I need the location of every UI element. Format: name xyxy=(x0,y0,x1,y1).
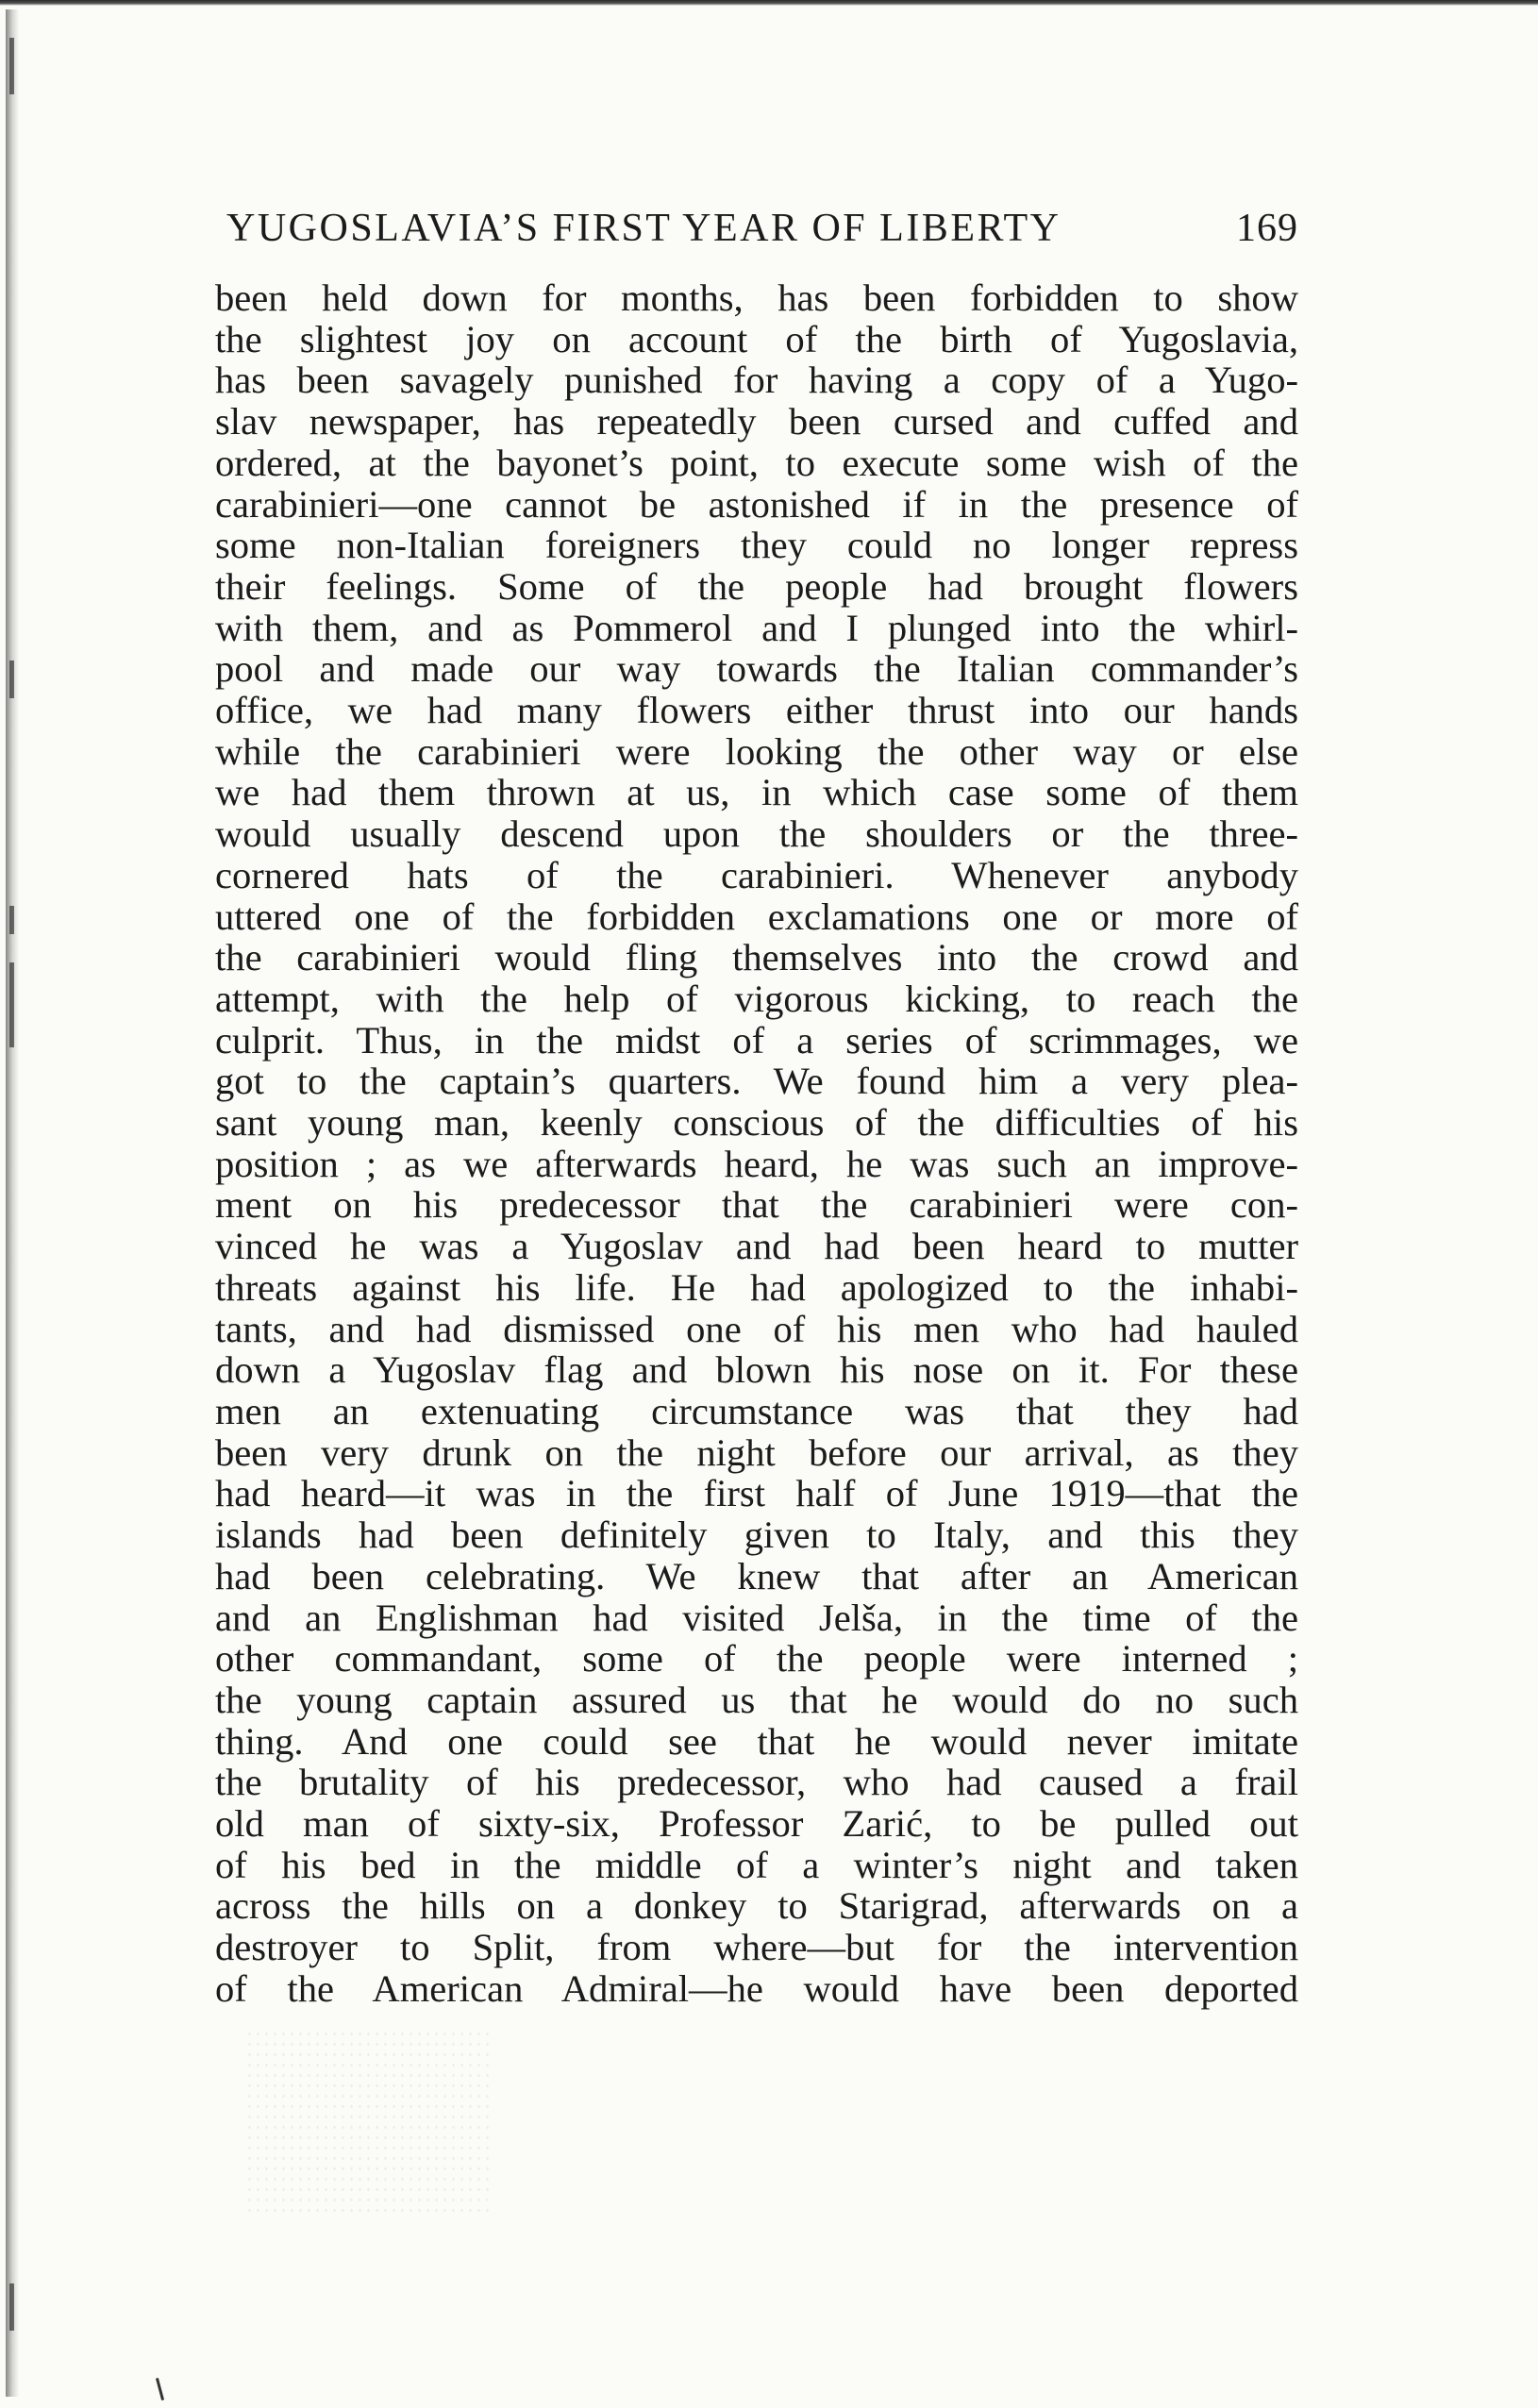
text-line: has been savagely punished for having a copy of a Yugo- xyxy=(215,359,1298,402)
text-line: the brutality of his predecessor, who had caused a frail xyxy=(215,1761,1298,1804)
text-line: the young captain assured us that he would do no such xyxy=(215,1678,1298,1721)
text-line: cornered hats of the carabinieri. Whenever anybody xyxy=(215,853,1298,896)
text-line: of his bed in the middle of a winter’s night and taken xyxy=(215,1843,1298,1886)
book-page xyxy=(215,206,1298,2010)
scan-fleck xyxy=(9,661,14,698)
text-line: the slightest joy on account of the birth of Yugoslavia, xyxy=(215,317,1298,360)
text-line: office, we had many flowers either thrust into our hands xyxy=(215,689,1298,732)
scan-fleck xyxy=(9,962,14,1047)
scan-fleck xyxy=(9,2283,14,2331)
text-line: with them, and as Pommerol and I plunged into the whirl- xyxy=(215,606,1298,649)
text-line: thing. And one could see that he would never imitate xyxy=(215,1719,1298,1763)
text-line: sant young man, keenly conscious of the difficulties of his xyxy=(215,1101,1298,1145)
page-header xyxy=(226,206,1298,251)
text-line: slav newspaper, has repeatedly been cursed and cuffed and xyxy=(215,400,1298,443)
text-line: would usually descend upon the shoulders or the three- xyxy=(215,812,1298,856)
text-line: we had them thrown at us, in which case some of them xyxy=(215,771,1298,814)
text-line: been very drunk on the night before our arrival, as they xyxy=(215,1430,1298,1474)
page-number: 169 xyxy=(1236,207,1298,250)
text-line: across the hills on a donkey to Starigrad, afterwards on a xyxy=(215,1884,1298,1928)
text-line: attempt, with the help of vigorous kicking, to reach the xyxy=(215,977,1298,1020)
text-line: and an Englishman had visited Jelša, in the time of the xyxy=(215,1596,1298,1639)
text-line: the carabinieri would fling themselves into the crowd and xyxy=(215,936,1298,979)
text-line: down a Yugoslav flag and blown his nose on it. For these xyxy=(215,1348,1298,1392)
text-line: some non-Italian foreigners they could no longer repress xyxy=(215,524,1298,567)
text-line: other commandant, some of the people were interned ; xyxy=(215,1637,1298,1681)
text-line: ment on his predecessor that the carabinieri were con- xyxy=(215,1183,1298,1227)
text-line: uttered one of the forbidden exclamations one or more of xyxy=(215,895,1298,938)
scan-speckle xyxy=(245,2029,491,2217)
scan-fleck xyxy=(9,38,14,94)
scan-top-edge xyxy=(0,0,1538,6)
text-line: culprit. Thus, in the midst of a series of scrimmages, we xyxy=(215,1018,1298,1062)
scan-mark xyxy=(156,2378,164,2400)
text-line: vinced he was a Yugoslav and had been heard to mutter xyxy=(215,1225,1298,1268)
body-text xyxy=(215,277,1298,2010)
scan-binding-shadow xyxy=(6,9,19,2397)
text-line: been held down for months, has been forbidden to show xyxy=(215,276,1298,319)
text-line: of the American Admiral—he would have been deported xyxy=(215,1966,1298,2010)
running-head: YUGOSLAVIA’S FIRST YEAR OF LIBERTY xyxy=(226,207,1062,250)
text-line: carabinieri—one cannot be astonished if in the presence of xyxy=(215,482,1298,526)
text-line: their feelings. Some of the people had brought flowers xyxy=(215,564,1298,608)
text-line: got to the captain’s quarters. We found him a very plea- xyxy=(215,1060,1298,1103)
text-line: position ; as we afterwards heard, he was such an improve- xyxy=(215,1142,1298,1185)
text-line: had heard—it was in the first half of June 1919—that the xyxy=(215,1472,1298,1515)
text-line: men an extenuating circumstance was that they had xyxy=(215,1389,1298,1432)
text-line: pool and made our way towards the Italian commander’s xyxy=(215,647,1298,691)
text-line: had been celebrating. We knew that after an American xyxy=(215,1554,1298,1597)
text-line: while the carabinieri were looking the other way or else xyxy=(215,729,1298,773)
text-line: old man of sixty-six, Professor Zarić, to be pulled out xyxy=(215,1802,1298,1846)
text-line: threats against his life. He had apologized to the inhabi- xyxy=(215,1265,1298,1309)
text-line: tants, and had dismissed one of his men who had hauled xyxy=(215,1307,1298,1350)
text-line: ordered, at the bayonet’s point, to execute some wish of the xyxy=(215,441,1298,484)
text-line: islands had been definitely given to Italy, and this they xyxy=(215,1513,1298,1557)
text-line: destroyer to Split, from where—but for the intervention xyxy=(215,1926,1298,1969)
scan-fleck xyxy=(9,906,14,934)
